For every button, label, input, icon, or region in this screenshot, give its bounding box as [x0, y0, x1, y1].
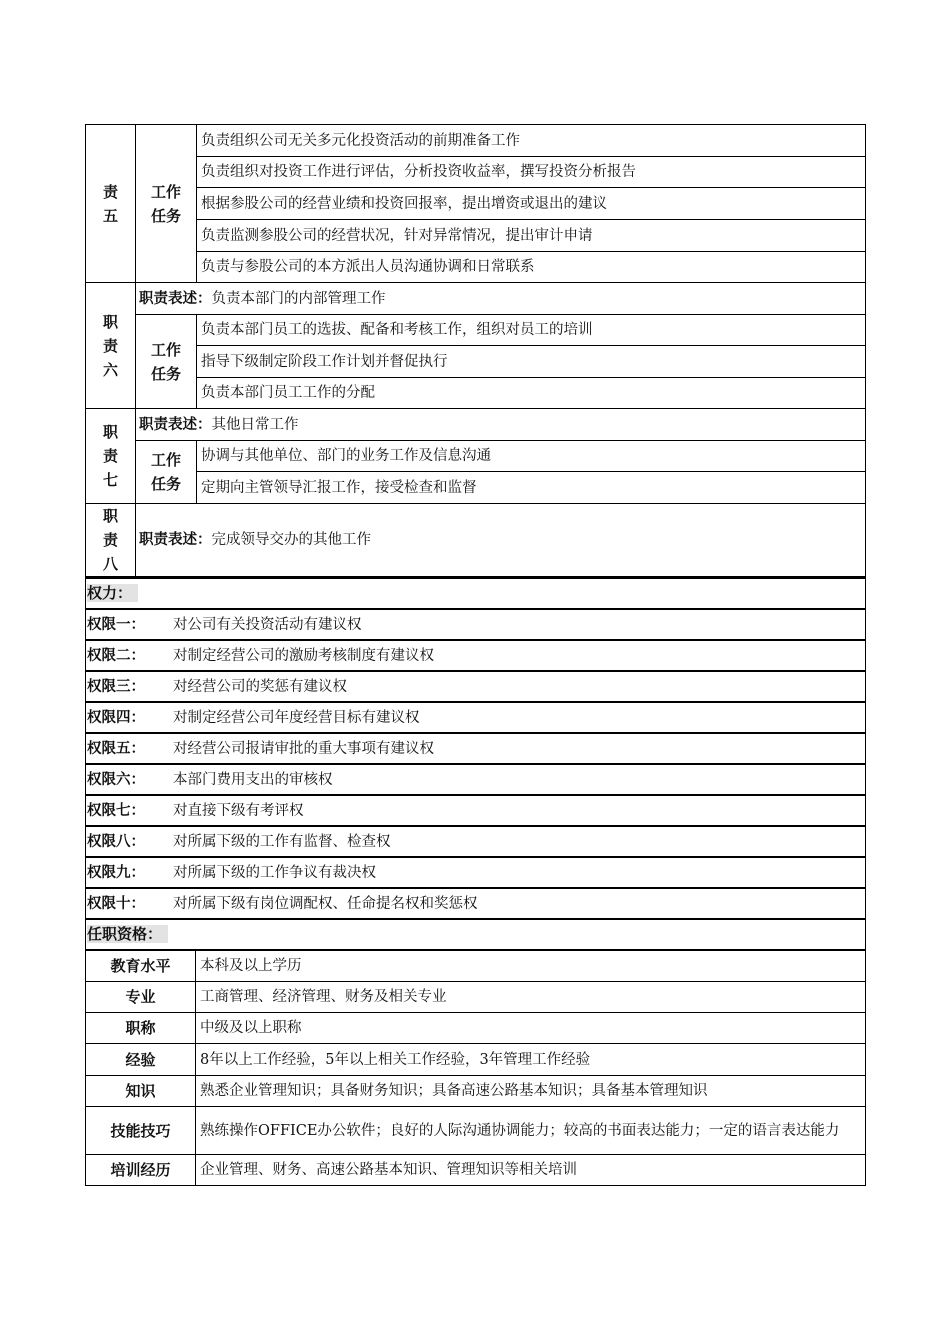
table-row: [86, 702, 866, 733]
duty-label: 职 责 八: [86, 504, 136, 577]
authority-text: 对直接下级有考评权: [173, 802, 304, 819]
table-row: [86, 188, 866, 220]
qualification-key: 专业: [86, 982, 196, 1013]
table-row: [86, 125, 866, 157]
section-header: [86, 578, 866, 609]
table-row: [86, 346, 866, 378]
task-item: 指导下级制定阶段工作计划并督促执行: [197, 346, 866, 378]
statement-label: 职责表述：: [139, 532, 212, 548]
table-row: [86, 1107, 866, 1155]
statement-label: 职责表述：: [139, 290, 212, 307]
table-row: [86, 283, 866, 315]
authority-table: [85, 577, 866, 950]
duty-label: 责 五: [86, 125, 136, 283]
table-row: [86, 315, 866, 346]
table-row: [86, 640, 866, 671]
authority-key: 权限九：: [87, 864, 145, 881]
authority-key: 权限五：: [87, 740, 145, 757]
authority-key: 权限四：: [87, 709, 145, 726]
authority-text: 本部门费用支出的审核权: [173, 771, 333, 788]
task-item: 负责与参股公司的本方派出人员沟通协调和日常联系: [197, 252, 866, 283]
table-row: [86, 609, 866, 640]
authority-text: 对经营公司报请审批的重大事项有建议权: [173, 740, 434, 757]
authority-text: 对所属下级的工作有监督、检查权: [173, 833, 391, 850]
section-header: [86, 919, 866, 950]
qualifications-table: [85, 950, 866, 1186]
table-row: [86, 1076, 866, 1107]
task-item: 负责组织公司无关多元化投资活动的前期准备工作: [197, 125, 866, 157]
task-item: 负责本部门员工的选拔、配备和考核工作，组织对员工的培训: [197, 315, 866, 346]
qualification-text: 熟悉企业管理知识；具备财务知识；具备高速公路基本知识；具备基本管理知识: [196, 1076, 866, 1107]
authority-key: 权限十：: [87, 895, 145, 912]
authority-key: 权限七：: [87, 802, 145, 819]
table-row: [86, 982, 866, 1013]
statement-text: 其他日常工作: [211, 416, 299, 433]
qualification-key: 培训经历: [86, 1155, 196, 1186]
qualification-text: 熟练操作OFFICE办公软件；良好的人际沟通协调能力；较高的书面表达能力；一定的语言表达能力: [196, 1107, 866, 1155]
table-row: [86, 252, 866, 283]
authority-text: 对经营公司的奖惩有建议权: [173, 678, 347, 695]
statement-text: 完成领导交办的其他工作: [211, 532, 371, 548]
task-label: 工作 任务: [136, 315, 197, 409]
qualification-key: 教育水平: [86, 951, 196, 982]
statement-label: 职责表述：: [139, 416, 212, 433]
qualification-text: 中级及以上职称: [196, 1013, 866, 1044]
table-row: [86, 764, 866, 795]
table-row: [86, 671, 866, 702]
qualification-key: 职称: [86, 1013, 196, 1044]
task-item: 定期向主管领导汇报工作，接受检查和监督: [197, 472, 866, 504]
authority-text: 对所属下级有岗位调配权、任命提名权和奖惩权: [173, 895, 478, 912]
job-description-document: [85, 124, 865, 1186]
duty-label: 职 责 六: [86, 283, 136, 409]
table-row: [86, 157, 866, 188]
task-item: 根据参股公司的经营业绩和投资回报率，提出增资或退出的建议: [197, 188, 866, 220]
task-item: 负责监测参股公司的经营状况，针对异常情况，提出审计申请: [197, 220, 866, 252]
table-row: [86, 378, 866, 409]
table-row: [86, 1044, 866, 1076]
task-item: 协调与其他单位、部门的业务工作及信息沟通: [197, 441, 866, 472]
table-row: [86, 826, 866, 857]
table-row: [86, 888, 866, 919]
authority-key: 权限二：: [87, 647, 145, 664]
statement-text: 负责本部门的内部管理工作: [211, 290, 386, 307]
duty-label: 职 责 七: [86, 409, 136, 504]
authority-text: 对所属下级的工作争议有裁决权: [173, 864, 376, 881]
authority-text: 对制定经营公司的激励考核制度有建议权: [173, 647, 434, 664]
qualification-text: 企业管理、财务、高速公路基本知识、管理知识等相关培训: [196, 1155, 866, 1186]
table-row: [86, 857, 866, 888]
task-item: 负责组织对投资工作进行评估，分析投资收益率，撰写投资分析报告: [197, 157, 866, 188]
qualification-text: 工商管理、经济管理、财务及相关专业: [196, 982, 866, 1013]
authority-key: 权限三：: [87, 678, 145, 695]
authority-title: 权力：: [87, 584, 138, 602]
duties-table: [85, 124, 866, 577]
task-label: 工作 任务: [136, 441, 197, 504]
table-row: [86, 220, 866, 252]
table-row: [86, 409, 866, 441]
table-row: [86, 951, 866, 982]
authority-text: 对制定经营公司年度经营目标有建议权: [173, 709, 420, 726]
qualifications-title: 任职资格：: [87, 925, 168, 943]
table-row: [86, 472, 866, 504]
duty-statement: [136, 283, 866, 315]
qualification-text: 本科及以上学历: [196, 951, 866, 982]
table-row: [86, 733, 866, 764]
duty-statement: [136, 504, 866, 577]
qualification-text: 8年以上工作经验，5年以上相关工作经验，3年管理工作经验: [196, 1044, 866, 1076]
authority-key: 权限一：: [87, 616, 145, 633]
qualification-key: 技能技巧: [86, 1107, 196, 1155]
qualification-key: 知识: [86, 1076, 196, 1107]
table-row: [86, 1155, 866, 1186]
duty-statement: [136, 409, 866, 441]
table-row: [86, 441, 866, 472]
authority-key: 权限六：: [87, 771, 145, 788]
authority-key: 权限八：: [87, 833, 145, 850]
table-row: [86, 1013, 866, 1044]
table-row: [86, 795, 866, 826]
task-label: 工作 任务: [136, 125, 197, 283]
qualification-key: 经验: [86, 1044, 196, 1076]
authority-text: 对公司有关投资活动有建议权: [173, 616, 362, 633]
task-item: 负责本部门员工工作的分配: [197, 378, 866, 409]
table-row: [86, 504, 866, 577]
